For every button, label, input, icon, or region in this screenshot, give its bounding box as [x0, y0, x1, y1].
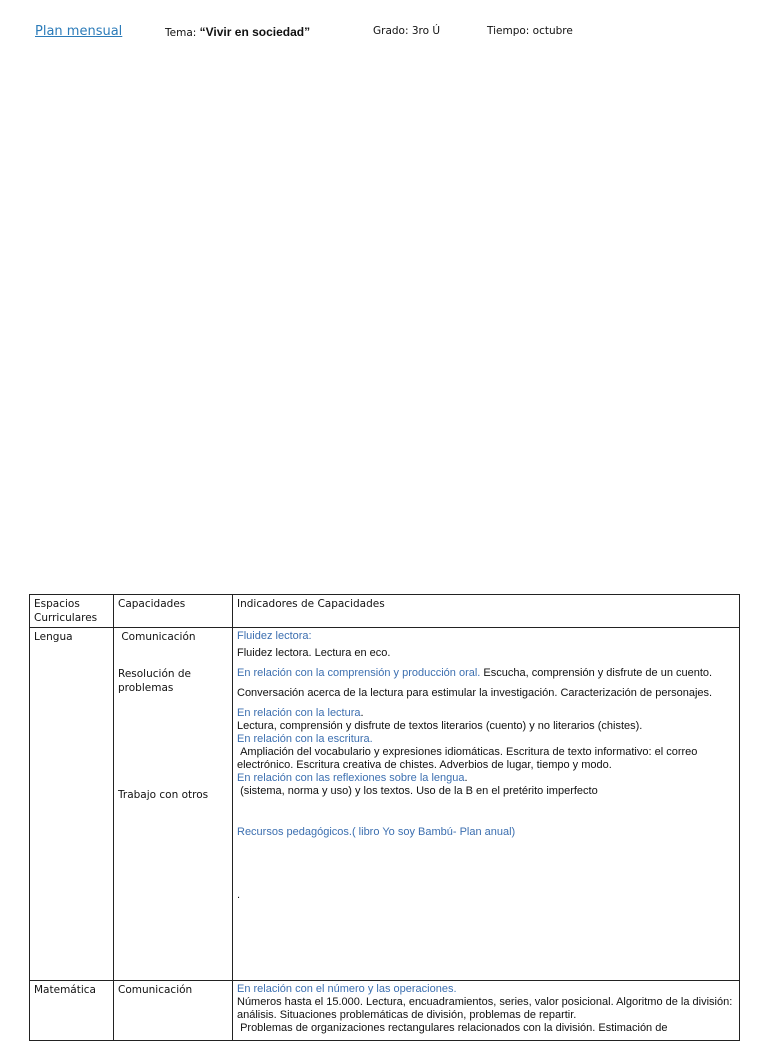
- fluidez-title: Fluidez lectora:: [237, 630, 312, 642]
- indicadores-matematica: [233, 981, 740, 1041]
- reflexiones-paragraph: [237, 772, 735, 785]
- oral-paragraph: [237, 663, 735, 703]
- reflexiones-title: En relación con las reflexiones sobre la lengua: [237, 772, 465, 784]
- header-espacios: Espacios Curriculares: [30, 595, 114, 628]
- plan-link[interactable]: Plan mensual: [35, 24, 123, 39]
- table-row-matematica: [30, 981, 740, 1041]
- escritura-title: En relación con la escritura.: [237, 733, 373, 745]
- capacidad-resolucion: Resolución de problemas: [118, 668, 191, 694]
- capacidades-lengua: [114, 628, 233, 981]
- tema-value: “Vivir en sociedad”: [199, 25, 311, 39]
- dot-text: .: [237, 889, 241, 901]
- lectura-paragraph: [237, 707, 735, 720]
- reflexiones-text: (sistema, norma y uso) y los textos. Uso de la B en el pretérito imperfecto: [237, 785, 598, 797]
- lectura-dot: .: [360, 707, 364, 719]
- escritura-text: Ampliación del vocabulario y expresiones idiomáticas. Escritura de texto informativo: el correo electrónico. Escritura creativa de chistes. Adverbios de lugar, tiempo y modo.: [237, 746, 701, 771]
- capacidad-trabajo: Trabajo con otros: [118, 789, 209, 801]
- document-header: [0, 24, 768, 44]
- oral-title: En relación con la comprensión y producción oral.: [237, 667, 481, 679]
- indicadores-lengua: [233, 628, 740, 981]
- grado-field: Grado: 3ro Ú: [373, 25, 441, 37]
- plan-table: [29, 594, 740, 1041]
- header-capacidades: Capacidades: [114, 595, 233, 628]
- header-indicadores: Indicadores de Capacidades: [233, 595, 740, 628]
- numero-text: Números hasta el 15.000. Lectura, encuadramientos, series, valor posicional. Algoritmo de la división: análisis. Situaciones problemáticas de división, problemas de repartir.: [237, 996, 733, 1021]
- capacidad-matematica: Comunicación: [114, 981, 233, 1041]
- lectura-title: En relación con la lectura: [237, 707, 361, 719]
- recursos-text: Recursos pedagógicos.( libro Yo soy Bambú- Plan anual): [237, 826, 516, 838]
- tiempo-field: Tiempo: octubre: [487, 25, 573, 37]
- reflexiones-dot: .: [464, 772, 468, 784]
- area-lengua: Lengua: [30, 628, 114, 981]
- table-header-row: [30, 595, 740, 628]
- numero-title: En relación con el número y las operaciones.: [237, 983, 457, 995]
- area-matematica: Matemática: [30, 981, 114, 1041]
- tema-field: [165, 25, 310, 39]
- oral-text: Escucha, comprensión y disfrute de un cuento. Conversación acerca de la lectura para estimular la investigación. Caracterización de personajes.: [237, 667, 713, 699]
- lectura-text: Lectura, comprensión y disfrute de textos literarios (cuento) y no literarios (chistes).: [237, 720, 643, 732]
- fluidez-text: Fluidez lectora. Lectura en eco.: [237, 647, 391, 659]
- problemas-text: Problemas de organizaciones rectangulares relacionados con la división. Estimación de: [237, 1022, 668, 1034]
- table-row-lengua: [30, 628, 740, 981]
- capacidad-comunicacion: Comunicación: [118, 631, 196, 643]
- tema-label: Tema:: [165, 27, 197, 39]
